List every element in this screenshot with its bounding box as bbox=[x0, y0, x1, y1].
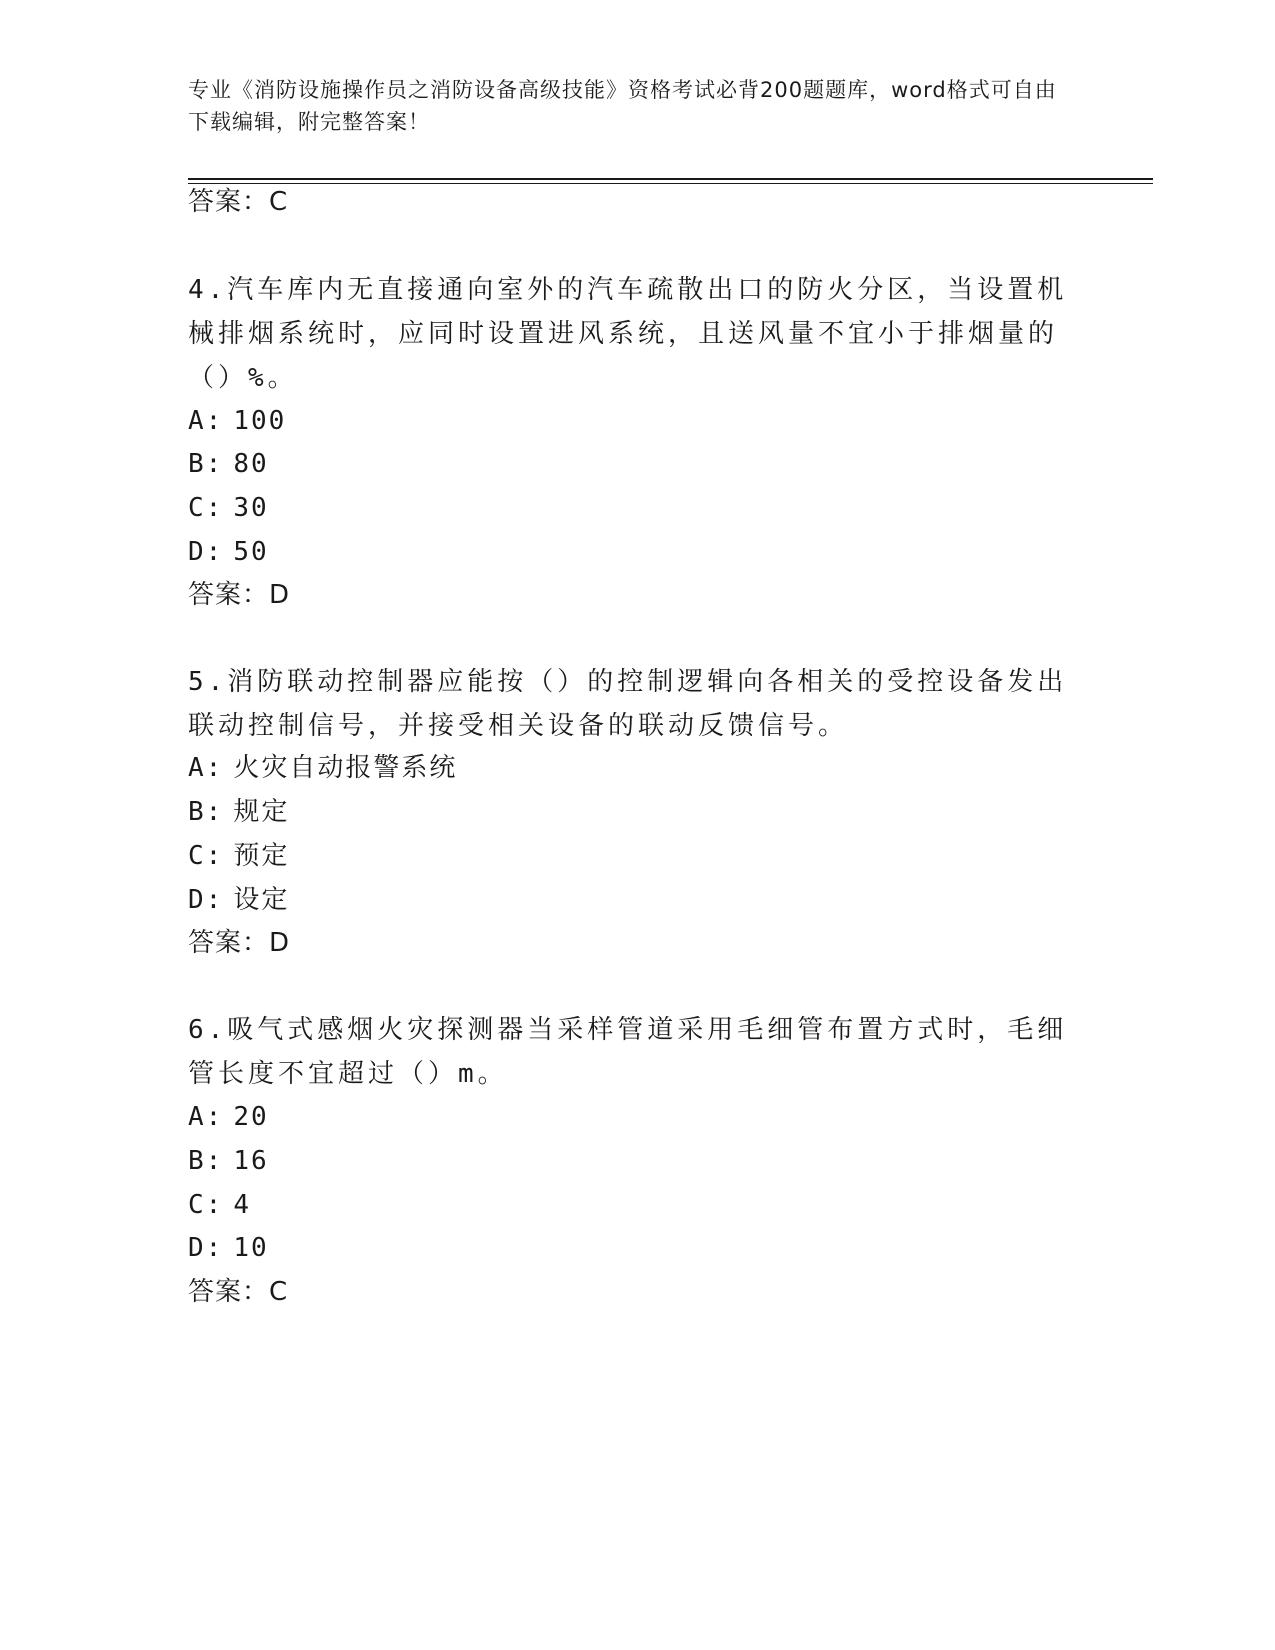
option-value: 10 bbox=[233, 1233, 269, 1263]
option-value: 设定 bbox=[233, 885, 290, 915]
option-value: 火灾自动报警系统 bbox=[233, 753, 458, 783]
question-4-option-c: C: 30 bbox=[188, 493, 269, 523]
question-4-option-a: A: 100 bbox=[188, 406, 287, 436]
option-value: 预定 bbox=[233, 841, 290, 871]
question-5-option-b: B: 规定 bbox=[188, 797, 290, 827]
question-5-option-c: C: 预定 bbox=[188, 841, 290, 871]
question-6-text: 6.吸气式感烟火灾探测器当采样管道采用毛细管布置方式时，毛细管长度不宜超过（）m。 bbox=[188, 1015, 1068, 1089]
question-4-option-d: D: 50 bbox=[188, 537, 269, 567]
option-value: 16 bbox=[233, 1146, 269, 1176]
option-key: D bbox=[188, 537, 206, 567]
option-key: A bbox=[188, 753, 206, 783]
option-key: D bbox=[188, 885, 206, 915]
option-key: C bbox=[188, 493, 206, 523]
option-key: C bbox=[188, 1190, 206, 1220]
header-rule-thin bbox=[188, 183, 1153, 184]
question-6-option-c: C: 4 bbox=[188, 1190, 251, 1220]
question-6-option-a: A: 20 bbox=[188, 1102, 269, 1132]
option-value: 规定 bbox=[233, 797, 290, 827]
question-5-option-a: A: 火灾自动报警系统 bbox=[188, 753, 458, 783]
answer-q6: 答案：C bbox=[188, 1277, 289, 1307]
option-key: D bbox=[188, 1233, 206, 1263]
option-value: 80 bbox=[233, 449, 269, 479]
answer-q4: 答案：D bbox=[188, 580, 291, 610]
option-value: 20 bbox=[233, 1102, 269, 1132]
header-rule-thick bbox=[188, 178, 1153, 180]
header-intro: 专业《消防设施操作员之消防设备高级技能》资格考试必背200题题库，word格式可自由下载编辑，附完整答案！ bbox=[188, 78, 1057, 134]
option-key: A bbox=[188, 406, 206, 436]
option-value: 50 bbox=[233, 537, 269, 567]
option-key: B bbox=[188, 797, 206, 827]
question-4-option-b: B: 80 bbox=[188, 449, 269, 479]
option-key: A bbox=[188, 1102, 206, 1132]
question-5-text: 5.消防联动控制器应能按（）的控制逻辑向各相关的受控设备发出联动控制信号，并接受相关设备的联动反馈信号。 bbox=[188, 667, 1068, 741]
question-6-option-d: D: 10 bbox=[188, 1233, 269, 1263]
option-key: C bbox=[188, 841, 206, 871]
answer-q3: 答案：C bbox=[188, 187, 289, 217]
option-value: 100 bbox=[233, 406, 287, 436]
option-key: B bbox=[188, 1146, 206, 1176]
option-value: 30 bbox=[233, 493, 269, 523]
option-value: 4 bbox=[233, 1190, 251, 1220]
question-4-text: 4.汽车库内无直接通向室外的汽车疏散出口的防火分区，当设置机械排烟系统时，应同时设置进风系统，且送风量不宜小于排烟量的（）%。 bbox=[188, 275, 1068, 393]
question-5-option-d: D: 设定 bbox=[188, 885, 290, 915]
question-6-option-b: B: 16 bbox=[188, 1146, 269, 1176]
answer-q5: 答案：D bbox=[188, 928, 291, 958]
option-key: B bbox=[188, 449, 206, 479]
